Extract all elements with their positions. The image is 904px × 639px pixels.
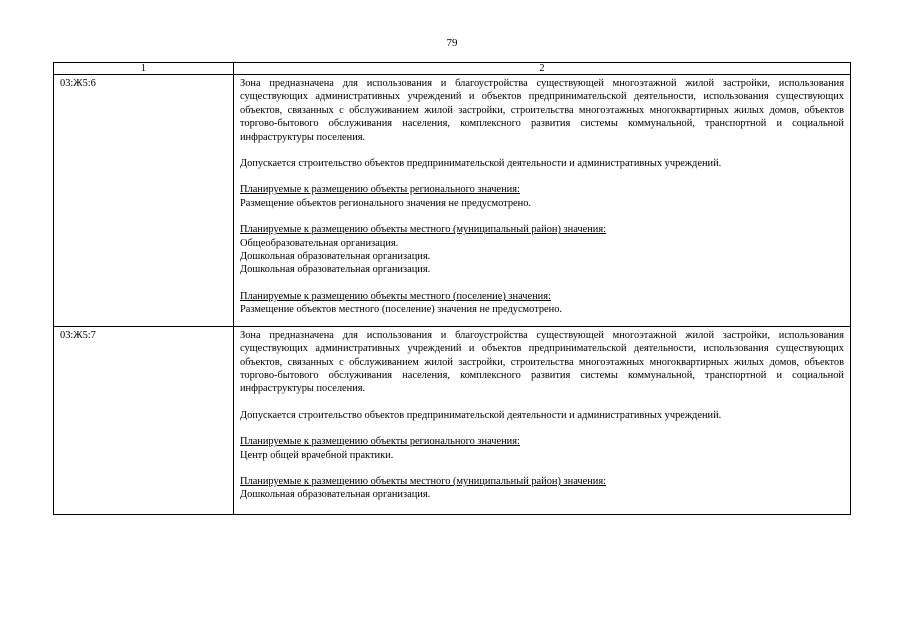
column-header-2: 2 [234, 63, 851, 75]
table-row [54, 75, 851, 327]
section-title-municipal-district: Планируемые к размещению объекты местного (муниципальный район) значения: [240, 224, 607, 236]
zone-description-cell [234, 326, 851, 514]
section-item: Дошкольная образовательная организация. [240, 489, 431, 501]
zone-description-cell [234, 75, 851, 327]
zone-allowed: Допускается строительство объектов предпринимательской деятельности и административных учреждений. [240, 409, 722, 421]
section-item: Размещение объектов местного (поселение) значения не предусмотрено. [240, 304, 563, 316]
section-item: Дошкольная образовательная организация. [240, 264, 431, 276]
section-title-regional: Планируемые к размещению объекты регионального значения: [240, 184, 520, 196]
section-item: Дошкольная образовательная организация. [240, 251, 431, 263]
section-title-municipal-district: Планируемые к размещению объекты местного (муниципальный район) значения: [240, 475, 607, 487]
section-title-regional: Планируемые к размещению объекты регионального значения: [240, 436, 520, 448]
section-item: Размещение объектов регионального значения не предусмотрено. [240, 197, 532, 209]
zone-code: 03:Ж5:6 [54, 75, 234, 327]
page-number: 79 [446, 37, 458, 49]
table-header-row [54, 63, 851, 75]
zone-description: Зона предназначена для использования и благоустройства существующей многоэтажной жилой застройки, использования существующих административных учреждений и объектов предпринимательской деятельности, использования существующих объектов, связанных с обслуживанием жилой застройки, строительства многоэтажных многоквартирных жилых домов, объектов торгово-бытового обслуживания населения, комплексного развития системы коммунальной, транспортной и социальной инфраструктуры поселения. [240, 78, 844, 143]
zone-description: Зона предназначена для использования и благоустройства существующей многоэтажной жилой застройки, использования существующих административных учреждений и объектов предпринимательской деятельности, использования существующих объектов, связанных с обслуживанием жилой застройки, строительства многоэтажных многоквартирных жилых домов, объектов торгово-бытового обслуживания населения, комплексного развития системы коммунальной, транспортной и социальной инфраструктуры поселения. [240, 329, 844, 395]
table-row [54, 326, 851, 514]
section-item: Общеобразовательная организация. [240, 237, 399, 249]
zones-table [53, 62, 851, 515]
zone-allowed: Допускается строительство объектов предпринимательской деятельности и административных учреждений. [240, 158, 722, 170]
zone-code: 03:Ж5:7 [54, 326, 234, 514]
section-title-settlement: Планируемые к размещению объекты местного (поселение) значения: [240, 290, 551, 302]
section-item: Центр общей врачебной практики. [240, 449, 394, 461]
column-header-1: 1 [54, 63, 234, 75]
